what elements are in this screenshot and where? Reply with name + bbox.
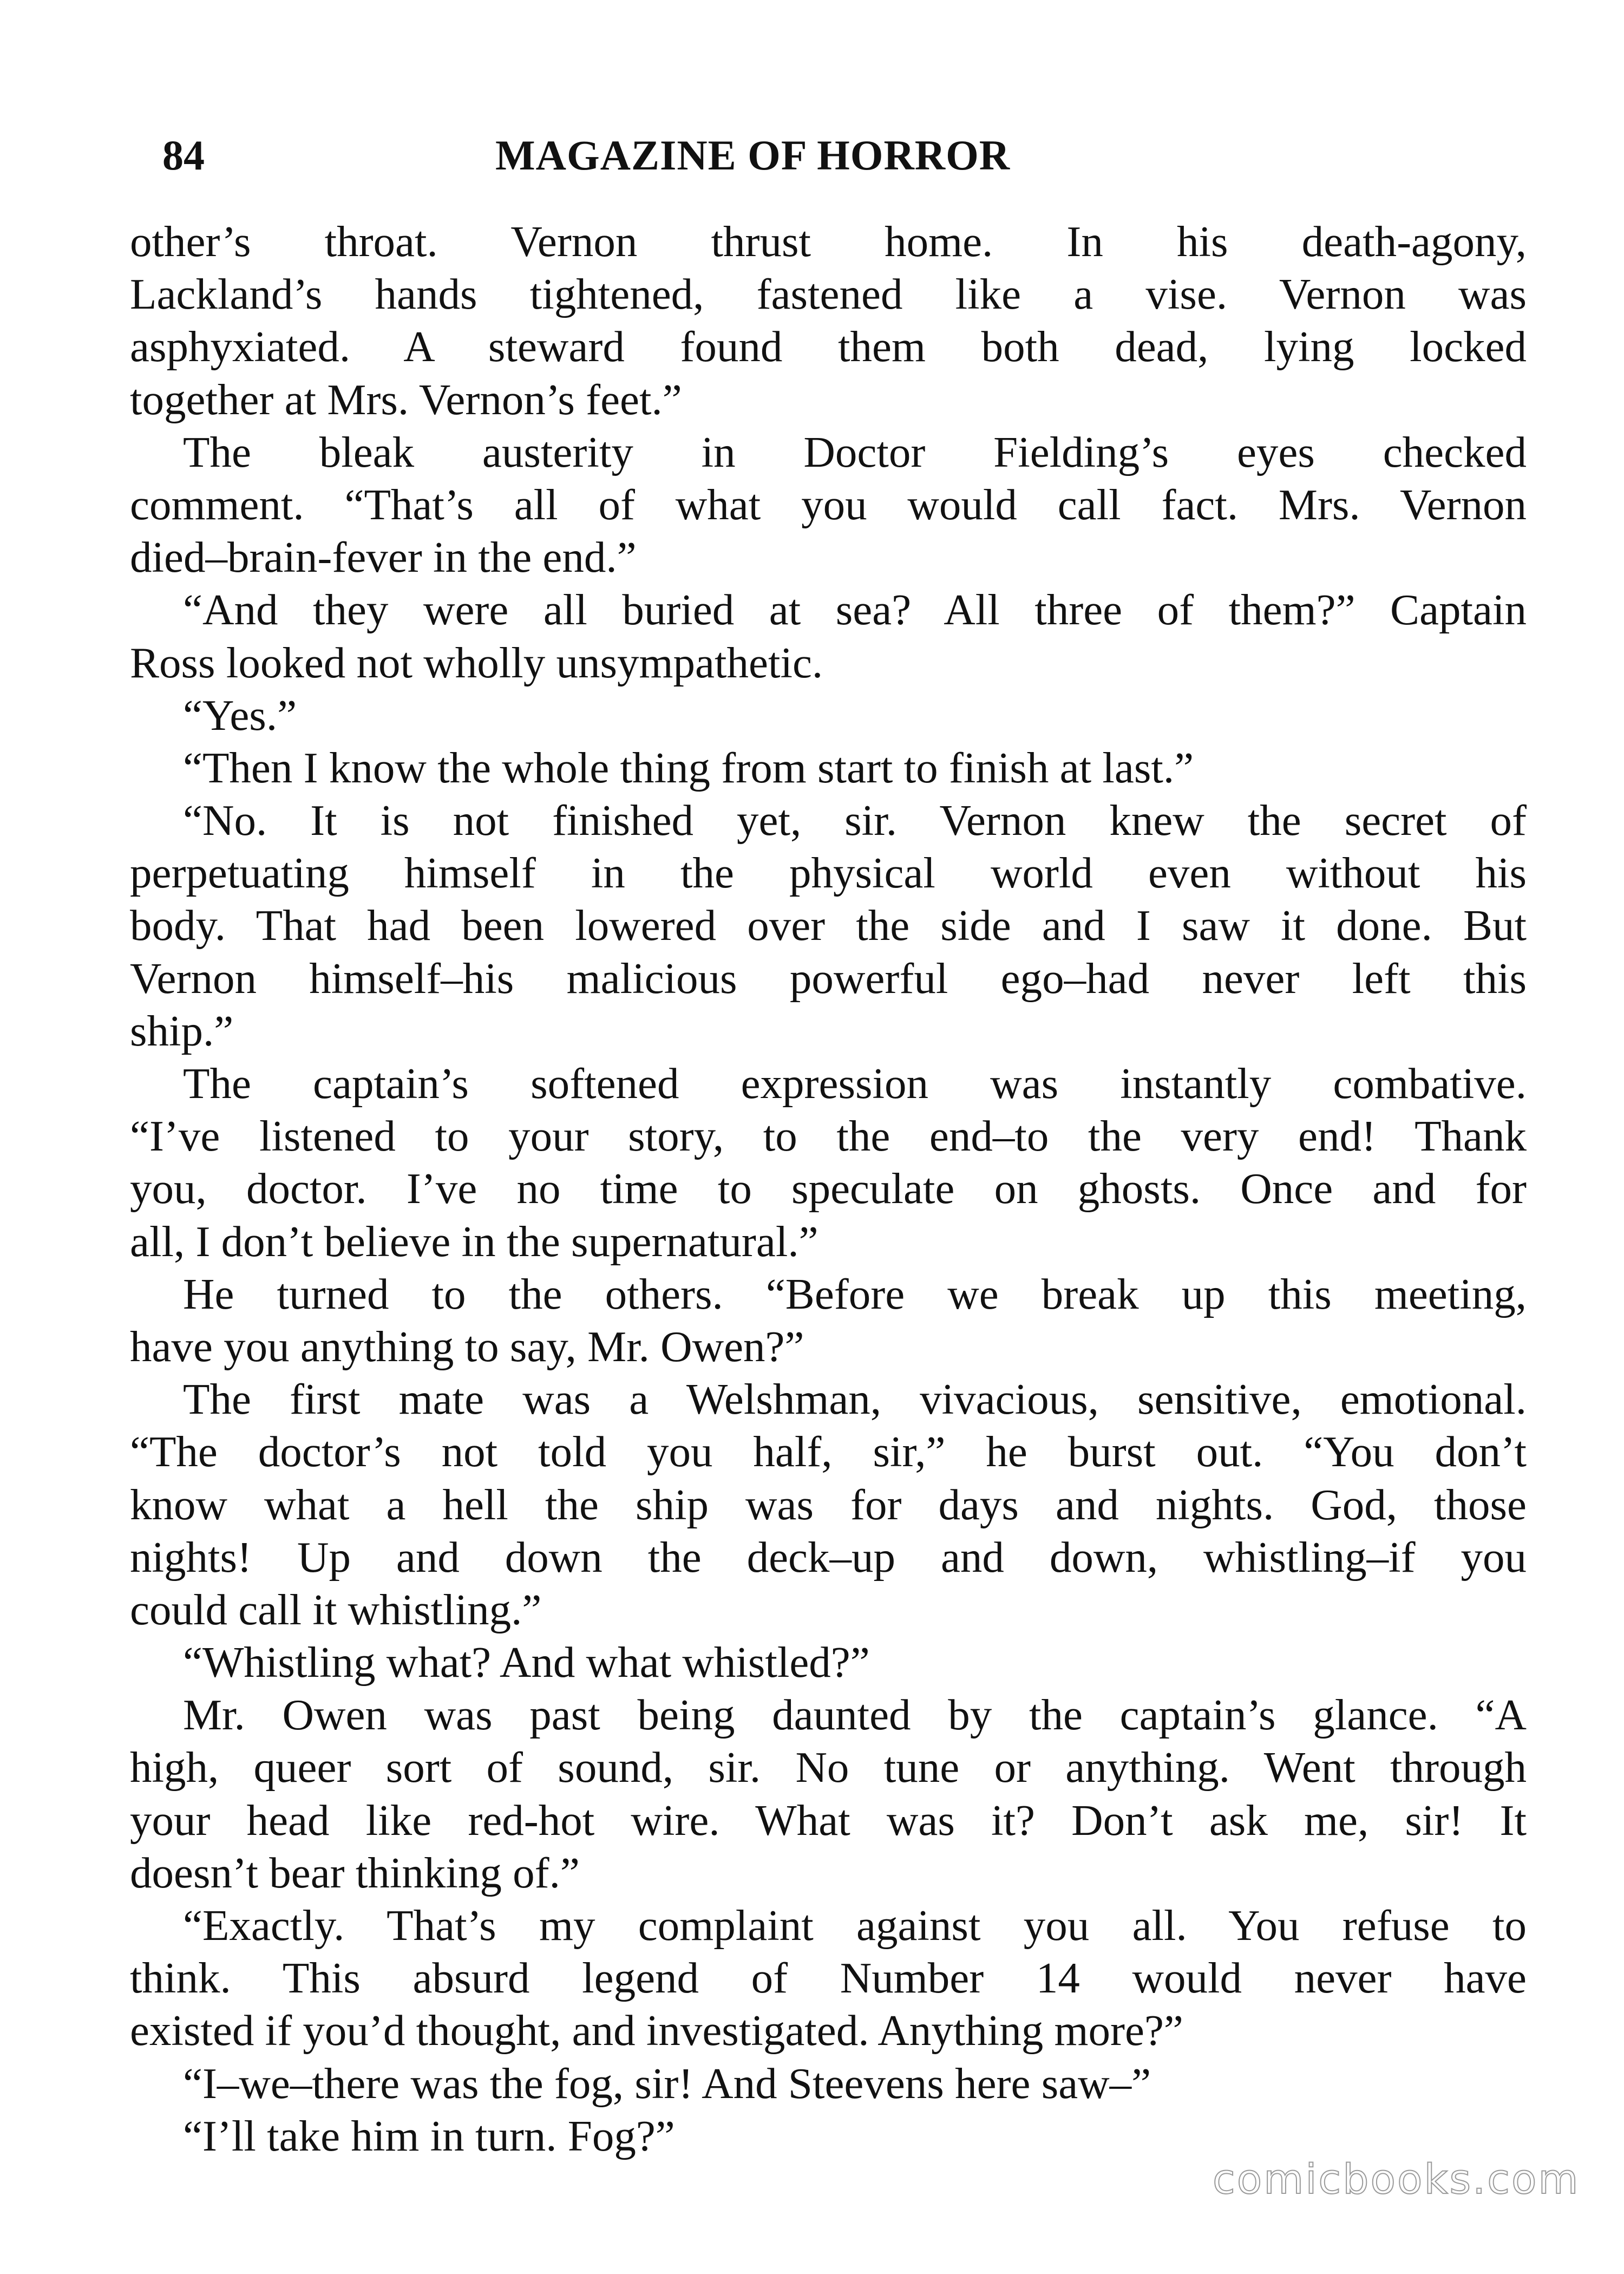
text-line: Mr. Owen was past being daunted by the captain’s glance. “A xyxy=(183,1690,1527,1740)
text-line: all, I don’t believe in the supernatural.” xyxy=(130,1217,818,1266)
text-line: together at Mrs. Vernon’s feet.” xyxy=(130,375,682,424)
page-number: 84 xyxy=(162,132,205,179)
text-line: “And they were all buried at sea? All three of them?” Captain xyxy=(183,585,1527,635)
page-header xyxy=(125,126,1532,185)
text-line: “I’ll take him in turn. Fog?” xyxy=(183,2111,675,2160)
text-line: you, doctor. I’ve no time to speculate on ghosts. Once and for xyxy=(130,1164,1527,1213)
text-line: body. That had been lowered over the side and I saw it done. But xyxy=(130,901,1527,950)
story-text xyxy=(130,215,1527,2162)
text-line: Ross looked not wholly unsympathetic. xyxy=(130,638,823,687)
text-line: “The doctor’s not told you half, sir,” he burst out. “You don’t xyxy=(130,1427,1527,1476)
text-line: think. This absurd legend of Number 14 would never have xyxy=(130,1953,1527,2003)
text-line: The bleak austerity in Doctor Fielding’s eyes checked xyxy=(183,427,1527,476)
text-line: could call it whistling.” xyxy=(130,1585,542,1634)
text-line: “Exactly. That’s my complaint against you all. You refuse to xyxy=(183,1901,1527,1950)
text-line: perpetuating himself in the physical world even without his xyxy=(130,848,1527,898)
text-line: high, queer sort of sound, sir. No tune or anything. Went through xyxy=(130,1743,1527,1792)
text-line: other’s throat. Vernon thrust home. In his death-agony, xyxy=(130,217,1527,266)
text-line: The first mate was a Welshman, vivacious, sensitive, emotional. xyxy=(183,1375,1527,1424)
text-line: your head like red-hot wire. What was it? Don’t ask me, sir! It xyxy=(130,1795,1527,1845)
watermark: comicbooks.com xyxy=(1213,2155,1580,2203)
text-line: know what a hell the ship was for days and nights. God, those xyxy=(130,1480,1527,1529)
text-line: The captain’s softened expression was instantly combative. xyxy=(183,1059,1527,1108)
text-line: “No. It is not finished yet, sir. Vernon knew the secret of xyxy=(183,796,1527,845)
text-line: asphyxiated. A steward found them both dead, lying locked xyxy=(130,322,1527,371)
text-line: He turned to the others. “Before we break up this meeting, xyxy=(183,1269,1527,1318)
text-line: “I–we–there was the fog, sir! And Steevens here saw–” xyxy=(183,2059,1151,2108)
text-line: “Yes.” xyxy=(183,690,297,740)
text-line: comment. “That’s all of what you would call fact. Mrs. Vernon xyxy=(130,480,1527,529)
text-line: have you anything to say, Mr. Owen?” xyxy=(130,1322,804,1371)
text-line: died–brain-fever in the end.” xyxy=(130,533,637,582)
text-line: “Then I know the whole thing from start to finish at last.” xyxy=(183,743,1194,792)
text-line: ship.” xyxy=(130,1006,234,1055)
text-line: nights! Up and down the deck–up and down, whistling–if you xyxy=(130,1532,1527,1582)
text-line: Vernon himself–his malicious powerful ego–had never left this xyxy=(130,953,1527,1003)
text-line: doesn’t bear thinking of.” xyxy=(130,1848,580,1897)
text-line: “I’ve listened to your story, to the end–to the very end! Thank xyxy=(130,1112,1527,1161)
running-title: MAGAZINE OF HORROR xyxy=(495,132,1011,179)
text-line: existed if you’d thought, and investigated. Anything more?” xyxy=(130,2006,1183,2055)
text-line: Lackland’s hands tightened, fastened like a vise. Vernon was xyxy=(130,270,1527,319)
text-line: “Whistling what? And what whistled?” xyxy=(183,1638,870,1687)
